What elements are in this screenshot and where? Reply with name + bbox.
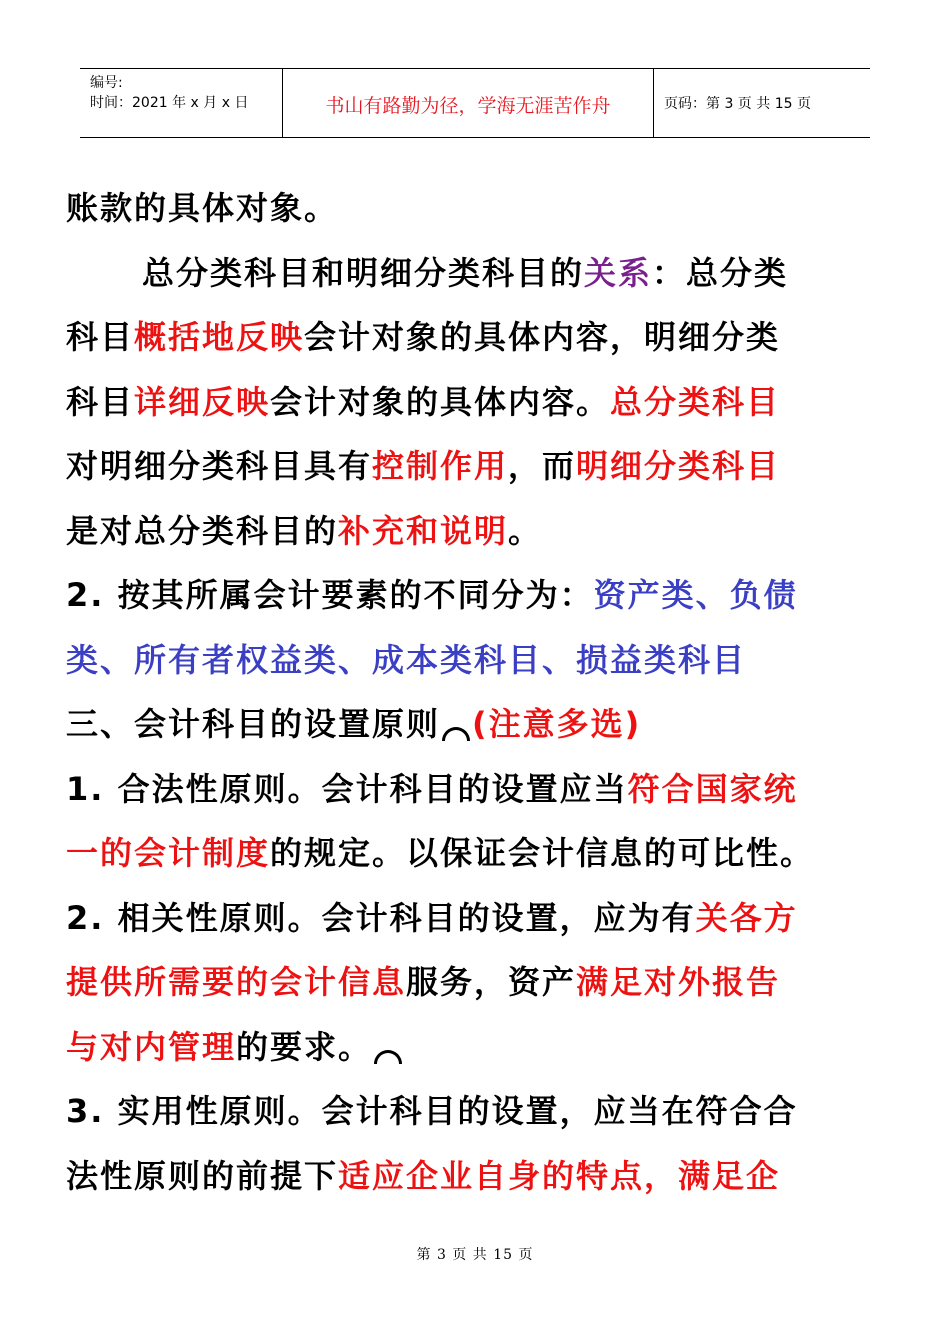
highlight-blue: 类、所有者权益类、成本类科目、损益类科目 [66,640,747,679]
header-meta [80,69,282,137]
time-label: 时间：2021 年 x 月 x 日 [90,95,249,111]
highlight-red: 适应企业自身的特点，满足企 [338,1156,781,1195]
highlight-red: 满足对外报告 [576,963,781,1001]
text-line-6 [66,499,886,564]
text: 是对总分类科目的 [66,511,339,550]
highlight-purple: 关系 [584,253,653,292]
text: 科目 [66,382,135,421]
page-footer: 第 3 页 共 15 页 [416,1247,534,1263]
text: 1. 合法性原则。会计科目的设置应当 [66,769,628,808]
text-line-14 [66,1015,886,1080]
text-line-15 [66,1079,886,1144]
text-line-9 [66,692,886,757]
edit-mark-icon [374,1050,402,1064]
text-line-10 [66,757,886,822]
section-heading: 三、会计科目的设置原则 [66,705,441,743]
text-line-13 [66,950,886,1015]
highlight-red: 总分类科目 [610,382,781,421]
text-line-1 [66,176,886,241]
text-line-8 [66,628,886,693]
text: 3. 实用性原则。会计科目的设置，应当在符合合 [66,1092,798,1130]
text: 会计对象的具体内容，明细分类 [304,318,781,356]
highlight-red: 符合国家统 [627,769,798,808]
text: 对明细分类科目具有 [66,447,373,485]
text: 2. 按其所属会计要素的不同分为： [66,576,594,614]
highlight-red: 详细反映 [134,382,271,421]
text: ，而 [508,447,577,485]
text: 账款的具体对象。 [66,189,339,227]
text-line-5 [66,434,886,499]
text-line-12 [66,886,886,951]
highlight-red: 控制作用 [372,447,509,485]
text: 。 [508,511,543,550]
text-line-16 [66,1144,886,1209]
page-header [80,68,870,138]
text: 2. 相关性原则。会计科目的设置，应为有 [66,898,696,937]
number-label: 编号: [90,75,123,91]
highlight-blue: 资产类、负债 [593,576,798,614]
highlight-red: 一的会计制度 [66,834,271,872]
text-line-3 [66,305,886,370]
text: 的要求。 [236,1027,373,1066]
highlight-red: 明细分类科目 [576,447,781,485]
text: 的规定。以保证会计信息的可比性。 [270,834,815,872]
text: 服务，资产 [406,963,577,1001]
highlight-red: 补充和说明 [338,511,509,550]
header-motto: 书山有路勤为径，学海无涯苦作舟 [282,69,654,137]
text-line-11 [66,821,886,886]
highlight-red: 关各方 [695,898,798,937]
highlight-red: 提供所需要的会计信息 [66,963,407,1001]
edit-mark-icon [442,727,470,741]
text-line-4 [66,370,886,435]
text: 会计对象的具体内容。 [270,382,611,421]
text: 科目 [66,318,135,356]
text-line-7 [66,563,886,628]
text: 法性原则的前提下 [66,1156,339,1195]
highlight-red: 与对内管理 [66,1027,237,1066]
text-line-2 [66,241,886,306]
text: ：总分类 [652,253,789,292]
document-body [66,176,886,1208]
text: 总分类科目和明细分类科目的 [142,253,585,292]
highlight-red: (注意多选) [472,705,642,743]
header-page-label: 页码：第 3 页 共 15 页 [664,96,811,112]
highlight-red: 概括地反映 [134,318,305,356]
